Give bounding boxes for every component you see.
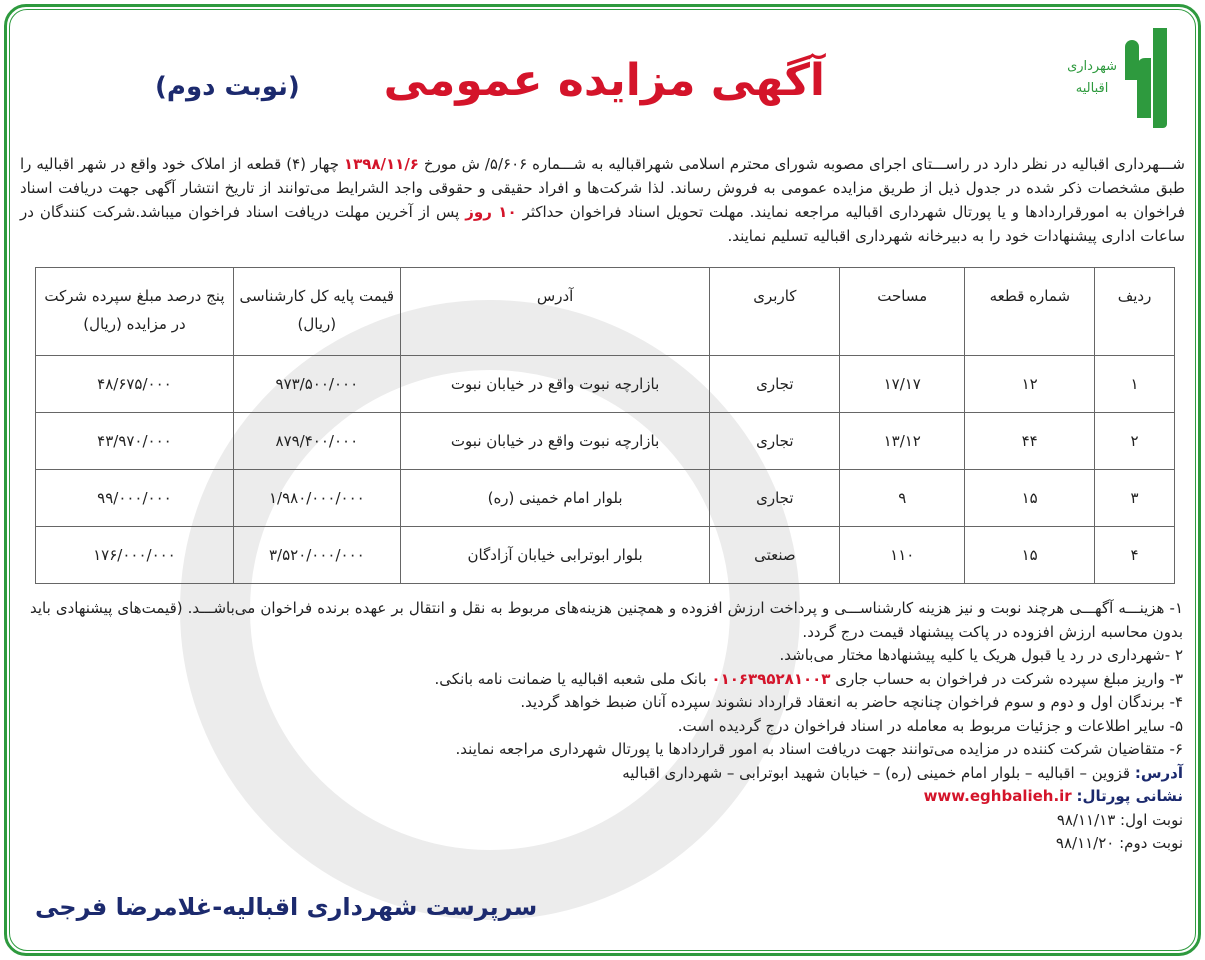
second-publication: نوبت دوم: ۹۸/۱۱/۲۰ bbox=[1055, 834, 1183, 852]
note-4: ۴- برندگان اول و دوم و سوم فراخوان چنانچه حاضر به انعقاد قرارداد نشوند سپرده آنان ضبط خواهد گردید. bbox=[520, 693, 1183, 711]
cell: ۴۸/۶۷۵/۰۰۰ bbox=[36, 356, 234, 413]
notes-section bbox=[30, 597, 1183, 856]
cell: ۹ bbox=[840, 470, 965, 527]
table-row bbox=[36, 356, 1175, 413]
note-6: ۶- متقاضیان شرکت کننده در مزایده می‌توانند جهت دریافت اسناد به امور قراردادها یا پورتال شهرداری مراجعه نمایند. bbox=[455, 740, 1183, 758]
cell: ۱/۹۸۰/۰۰۰/۰۰۰ bbox=[233, 470, 400, 527]
deadline-days: ۱۰ روز bbox=[465, 203, 517, 221]
cell: ۴۳/۹۷۰/۰۰۰ bbox=[36, 413, 234, 470]
page-title: آگهی مزایده عمومی bbox=[383, 55, 825, 106]
cell: بازارچه نبوت واقع در خیابان نبوت bbox=[400, 413, 710, 470]
cell: بلوار امام خمینی (ره) bbox=[400, 470, 710, 527]
cell: ۲ bbox=[1095, 413, 1175, 470]
intro-paragraph bbox=[20, 152, 1185, 248]
col-usage: کاربری bbox=[710, 268, 840, 356]
intro-text-3: پس از آخرین مهلت دریافت اسناد فراخوان میباشد.شرکت کنندگان در ساعات اداری پیشنهادات خود را به دبیرخانه شهرداری اقبالیه تسلیم نمایند. bbox=[20, 203, 1185, 245]
logo-mark-icon bbox=[1125, 28, 1167, 128]
note-1: ۱- هزینـــه آگهـــی هرچند نوبت و نیز هزینه کارشناســـی و پرداخت ارزش افزوده و همچنین هزینه‌های مربوط به نقل و انتقال بر عهده برنده فراخوان می‌باشـــد. (قیمت‌های پیشنهادی باید بدون محاسبه ارزش افزوده در پاکت پیشنهاد قیمت درج گردد. bbox=[30, 599, 1183, 641]
cell: تجاری bbox=[710, 356, 840, 413]
cell: ۱۷/۱۷ bbox=[840, 356, 965, 413]
cell: ۴۴ bbox=[965, 413, 1095, 470]
note-2: ۲ -شهرداری در رد یا قبول هریک یا کلیه پیشنهادها مختار می‌باشد. bbox=[779, 646, 1183, 664]
note-3-text-2: بانک ملی شعبه اقبالیه یا ضمانت نامه بانکی. bbox=[434, 669, 707, 688]
cell: ۳ bbox=[1095, 470, 1175, 527]
logo-text-1: شهرداری bbox=[1067, 59, 1117, 74]
cell: ۱۳/۱۲ bbox=[840, 413, 965, 470]
signature: سرپرست شهرداری اقبالیه-غلامرضا فرجی bbox=[35, 893, 538, 921]
municipality-logo bbox=[1037, 28, 1167, 128]
col-address: آدرس bbox=[400, 268, 710, 356]
table-row bbox=[36, 527, 1175, 584]
table-row bbox=[36, 470, 1175, 527]
cell: ۹۷۳/۵۰۰/۰۰۰ bbox=[233, 356, 400, 413]
account-number: ۰۱۰۶۳۹۵۲۸۱۰۰۳ bbox=[711, 669, 831, 688]
col-row: ردیف bbox=[1095, 268, 1175, 356]
portal-label: نشانی پورتال: bbox=[1076, 787, 1183, 805]
cell: ۴ bbox=[1095, 527, 1175, 584]
note-3-text: ۳- واریز مبلغ سپرده شرکت در فراخوان به حساب جاری bbox=[835, 669, 1183, 688]
table-row bbox=[36, 413, 1175, 470]
portal-link[interactable]: www.eghbalieh.ir bbox=[923, 787, 1072, 805]
cell: ۱۲ bbox=[965, 356, 1095, 413]
cell: ۹۹/۰۰۰/۰۰۰ bbox=[36, 470, 234, 527]
address-label: آدرس: bbox=[1134, 763, 1183, 782]
note-3 bbox=[30, 668, 1183, 692]
note-5: ۵- سایر اطلاعات و جزئیات مربوط به معامله در اسناد فراخوان درج گردیده است. bbox=[677, 716, 1183, 735]
first-publication: نوبت اول: ۹۸/۱۱/۱۳ bbox=[1056, 810, 1183, 829]
properties-table bbox=[35, 267, 1175, 584]
table-header-row bbox=[36, 268, 1175, 356]
cell: ۱۵ bbox=[965, 527, 1095, 584]
col-area: مساحت bbox=[840, 268, 965, 356]
page-subtitle: (نوبت دوم) bbox=[155, 72, 300, 102]
portal bbox=[30, 785, 1183, 809]
cell: تجاری bbox=[710, 470, 840, 527]
cell: ۱۱۰ bbox=[840, 527, 965, 584]
cell: بازارچه نبوت واقع در خیابان نبوت bbox=[400, 356, 710, 413]
col-plot-number: شماره قطعه bbox=[965, 268, 1095, 356]
logo-text-2: اقبالیه bbox=[1075, 81, 1109, 96]
cell: بلوار ابوترابی خیابان آزادگان bbox=[400, 527, 710, 584]
address bbox=[30, 762, 1183, 786]
address-text: قزوین – اقبالیه – بلوار امام خمینی (ره) – خیابان شهید ابوترابی – شهرداری اقبالیه bbox=[622, 763, 1131, 782]
resolution-date: ۱۳۹۸/۱۱/۶ bbox=[343, 155, 419, 173]
intro-text-1: شـــهرداری اقبالیه در نظر دارد در راســـتای اجرای مصوبه شورای محترم اسلامی شهراقبالیه به شـــماره ۵/۶۰۶/ ش مورخ bbox=[423, 155, 1185, 173]
cell: ۸۷۹/۴۰۰/۰۰۰ bbox=[233, 413, 400, 470]
intro-text-2: چهار (۴) قطعه از املاک خود واقع در شهر اقبالیه را طبق مشخصات ذکر شده در جدول ذیل از طریق مزایده عمومی به فروش رساند. لذا شرکت‌ها و افراد حقیقی و حقوقی واجد الشرایط می‌توانند از تاریخ انتشار آگهی جهت دریافت اسناد فراخوان به امورقراردادها و یا پورتال شهرداری اقبالیه مراجعه نمایند. مهلت تحویل اسناد فراخوان حداکثر bbox=[20, 155, 1185, 221]
cell: تجاری bbox=[710, 413, 840, 470]
cell: ۱۷۶/۰۰۰/۰۰۰ bbox=[36, 527, 234, 584]
cell: صنعتی bbox=[710, 527, 840, 584]
cell: ۱ bbox=[1095, 356, 1175, 413]
col-deposit: پنج درصد مبلغ سپرده شرکت در مزایده (ریال) bbox=[36, 268, 234, 356]
cell: ۱۵ bbox=[965, 470, 1095, 527]
cell: ۳/۵۲۰/۰۰۰/۰۰۰ bbox=[233, 527, 400, 584]
col-base-price: قیمت پایه کل کارشناسی (ریال) bbox=[233, 268, 400, 356]
